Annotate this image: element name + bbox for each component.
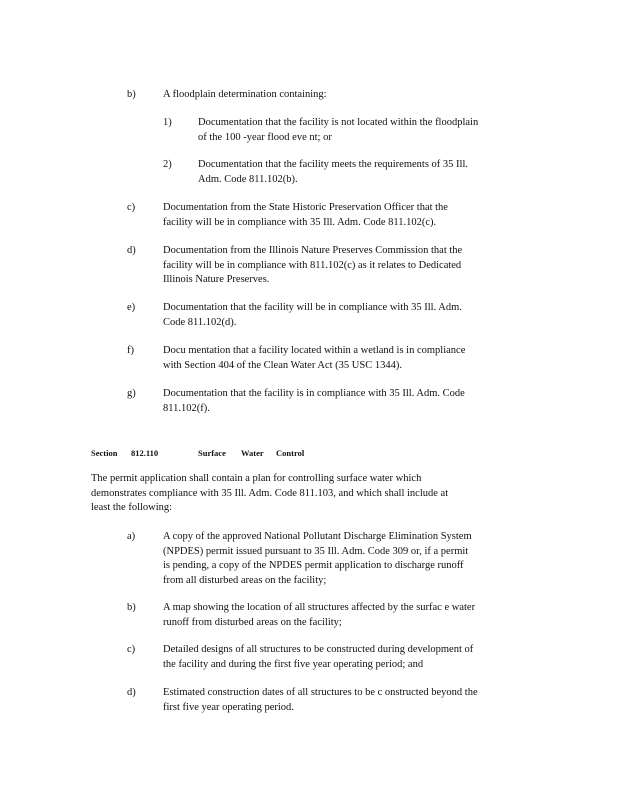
item-label: c) (127, 644, 136, 655)
item-label: b) (127, 602, 136, 613)
item-text: Documentation that the facility will be in compliance with 35 Ill. Adm. Code 811.102(d). (163, 302, 462, 328)
section-heading (91, 446, 304, 461)
section-word: Section (91, 448, 118, 458)
item-label: f) (127, 345, 134, 356)
section-title-word: Surface (198, 448, 226, 458)
item-label: e) (127, 302, 136, 313)
item-label: d) (127, 687, 136, 698)
item-label: g) (127, 388, 136, 399)
item-text: A floodplain determination containing: (163, 89, 327, 100)
item-text: Estimated construction dates of all structures to be c onstructed beyond the first five year operating period. (163, 687, 478, 713)
section-title-word: Water (241, 448, 264, 458)
item-label: a) (127, 531, 136, 542)
item-text: Docu mentation that a facility located within a wetland is in compliance with Section 404 of the Clean Water Act (35 USC 1344). (163, 345, 466, 371)
item-text: Documentation from the Illinois Nature Preserves Commission that the facility will be in compliance with 811.102(c) as it relates to Dedicated Illinois Nature Preserves. (163, 245, 463, 285)
item-text: Documentation that the facility is in compliance with 35 Ill. Adm. Code 811.102(f). (163, 388, 465, 414)
item-text: A map showing the location of all structures affected by the surfac e water runoff from disturbed areas on the facility; (163, 602, 476, 628)
item-text: Documentation that the facility meets the requirements of 35 Ill. Adm. Code 811.102(b). (198, 159, 469, 185)
item-label: b) (127, 89, 136, 100)
item-text: A copy of the approved National Pollutant Discharge Elimination System (NPDES) permit issued pursuant to 35 Ill. Adm. Code 309 or, if a permit is pending, a copy of the NPDES permit application to discharge runoff from all disturbed areas on the facility; (163, 531, 472, 586)
intro-paragraph: The permit application shall contain a plan for controlling surface water which demonstrates compliance with 35 Ill. Adm. Code 811.103, and which shall include at least the following: (91, 473, 449, 513)
item-text: Detailed designs of all structures to be constructed during development of the facility and during the first five year operating period; and (163, 644, 474, 670)
item-text: Documentation from the State Historic Preservation Officer that the facility will be in compliance with 35 Ill. Adm. Code 811.102(c). (163, 202, 448, 228)
item-text: Documentation that the facility is not located within the floodplain of the 100 -year flood eve nt; or (198, 117, 479, 143)
item-label: d) (127, 245, 136, 256)
item-label: c) (127, 202, 136, 213)
item-label: 2) (163, 159, 172, 170)
section-title-word: Control (276, 448, 305, 458)
section-number: 812.110 (131, 448, 159, 458)
item-label: 1) (163, 117, 172, 128)
